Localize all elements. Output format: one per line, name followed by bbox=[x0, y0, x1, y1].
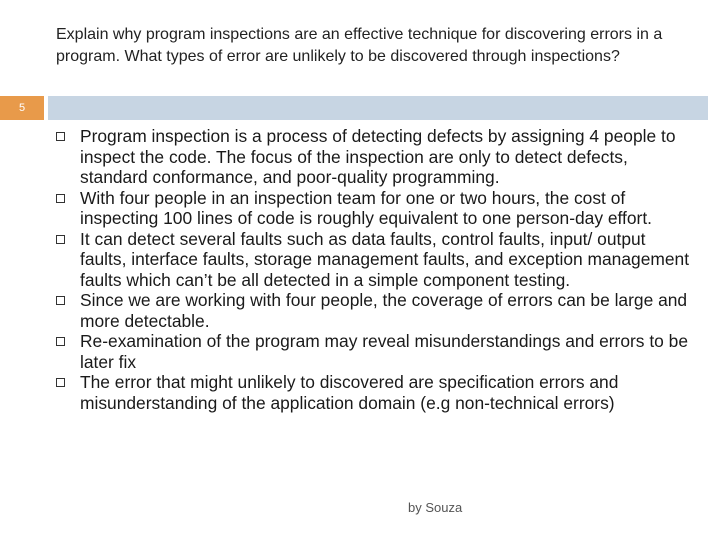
square-bullet-icon bbox=[56, 337, 65, 346]
bullet-list bbox=[56, 126, 696, 413]
bullet-text: Program inspection is a process of detecting defects by assigning 4 people to inspect the code. The focus of the inspection are only to detect defects, standard conformance, and poor-quality programming. bbox=[80, 126, 676, 187]
square-bullet-icon bbox=[56, 132, 65, 141]
bullet-item bbox=[56, 126, 696, 188]
bullet-item bbox=[56, 331, 696, 372]
square-bullet-icon bbox=[56, 378, 65, 387]
bullet-text: It can detect several faults such as data faults, control faults, input/ output faults, interface faults, storage management faults, and exception management faults which can’t be all detected in a simple component testing. bbox=[80, 228, 690, 290]
bullet-text: The error that might unlikely to discovered are specification errors and misunderstanding of the application domain (e.g non-technical errors) bbox=[80, 372, 619, 413]
square-bullet-icon bbox=[56, 235, 65, 244]
bullet-text: With four people in an inspection team for one or two hours, the cost of inspecting 100 lines of code is roughly equivalent to one person-day effort. bbox=[80, 187, 653, 228]
bullet-item bbox=[56, 188, 696, 229]
slide-number: 5 bbox=[18, 102, 26, 114]
bullet-item bbox=[56, 229, 696, 291]
square-bullet-icon bbox=[56, 194, 65, 203]
bullet-item bbox=[56, 290, 696, 331]
bullet-item bbox=[56, 372, 696, 413]
slide-title: Explain why program inspections are an effective technique for discovering errors in a program. What types of error are unlikely to be discovered through inspections? bbox=[56, 26, 663, 65]
slide-footer: by Souza bbox=[408, 500, 463, 515]
header-rule-bar bbox=[48, 96, 708, 120]
bullet-text: Since we are working with four people, the coverage of errors can be large and more detectable. bbox=[80, 290, 688, 331]
square-bullet-icon bbox=[56, 296, 65, 305]
bullet-text: Re-examination of the program may reveal misunderstandings and errors to be later fix bbox=[80, 331, 689, 372]
